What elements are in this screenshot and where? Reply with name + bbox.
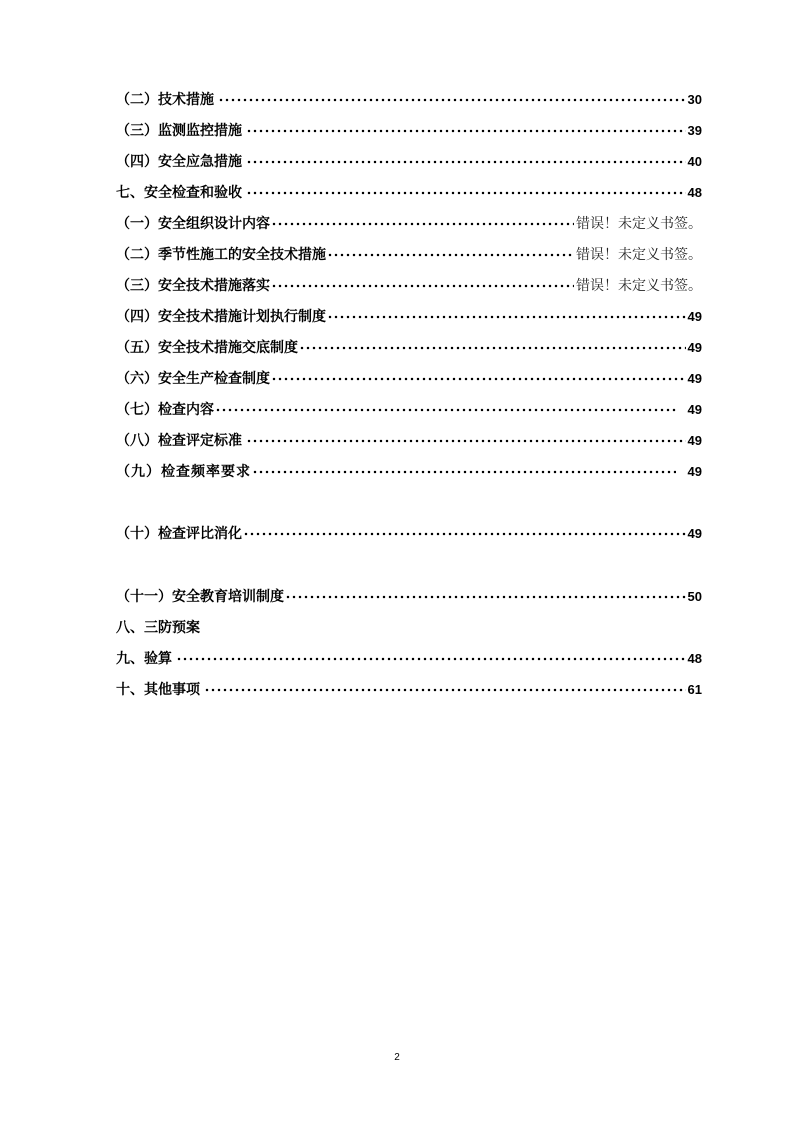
- toc-entry-page: 50: [687, 588, 702, 604]
- toc-entry[interactable]: [116, 87, 702, 111]
- toc-entry[interactable]: [116, 366, 702, 390]
- toc-entry-page: 49: [687, 432, 702, 448]
- toc-entry[interactable]: [116, 118, 702, 142]
- toc-entry-page: 49: [687, 339, 702, 355]
- toc-entry-label: 九、验算: [116, 651, 172, 667]
- toc-entry-label: （一）安全组织设计内容: [116, 216, 270, 232]
- toc-leader-dots: [246, 126, 686, 135]
- toc-leader-dots: [246, 157, 686, 166]
- toc-entry-page: 错误！未定义书签。: [576, 247, 702, 263]
- toc-entry-page: 49: [687, 525, 702, 541]
- toc-leader-dots: [243, 529, 686, 538]
- toc-entry-page: 39: [687, 122, 702, 138]
- toc-entry[interactable]: [116, 273, 702, 297]
- toc-entry-label: （四）安全应急措施: [116, 154, 242, 170]
- toc-entry[interactable]: [116, 584, 702, 608]
- toc-entry[interactable]: [116, 459, 702, 483]
- toc-leader-dots: [246, 436, 686, 445]
- toc-entry-label: （七）检查内容: [116, 402, 214, 418]
- toc-entry-label: （六）安全生产检查制度: [116, 371, 270, 387]
- toc-entry[interactable]: [116, 615, 702, 639]
- toc-entry-label: （四）安全技术措施计划执行制度: [116, 309, 326, 325]
- toc-entry-label: （十）检查评比消化: [116, 526, 242, 542]
- toc-leader-dots: [299, 343, 686, 352]
- toc-entry-label: 八、三防预案: [116, 620, 200, 636]
- toc-entry-label: （九）检查频率要求: [116, 464, 251, 480]
- toc-leader-dots: [252, 467, 676, 476]
- toc-entry-page: 49: [687, 401, 702, 417]
- toc-leader-dots: [285, 592, 686, 601]
- footer-page-number: 2: [394, 1052, 400, 1063]
- toc-entry-label: 十、其他事项: [116, 682, 200, 698]
- toc-leader-dots: [271, 281, 574, 290]
- toc-entry-label: （三）安全技术措施落实: [116, 278, 270, 294]
- toc-entry-label: （十一）安全教育培训制度: [116, 589, 284, 605]
- toc-entry-page: 49: [687, 463, 702, 479]
- toc-entry[interactable]: [116, 646, 702, 670]
- toc-leader-dots: [271, 219, 574, 228]
- toc-leader-dots: [246, 188, 686, 197]
- toc-leader-dots: [327, 250, 574, 259]
- toc-leader-dots: [215, 405, 676, 414]
- toc-entry-label: 七、安全检查和验收: [116, 185, 242, 201]
- toc-leader-dots: [204, 685, 686, 694]
- toc-entry[interactable]: [116, 397, 702, 421]
- toc-entry-page: 49: [687, 308, 702, 324]
- toc-entry[interactable]: [116, 521, 702, 545]
- toc-entry-page: 错误！未定义书签。: [576, 278, 702, 294]
- toc-leader-dots: [327, 312, 686, 321]
- toc-entry-page: 错误！未定义书签。: [576, 216, 702, 232]
- toc-entry[interactable]: [116, 428, 702, 452]
- toc-leader-dots: [176, 654, 686, 663]
- toc-entry[interactable]: [116, 335, 702, 359]
- toc-entry-page: 40: [687, 153, 702, 169]
- toc-leader-dots: [218, 95, 686, 104]
- toc-leader-dots: [271, 374, 686, 383]
- toc-entry[interactable]: [116, 304, 702, 328]
- toc-entry[interactable]: [116, 677, 702, 701]
- toc-entry-label: （八）检查评定标准: [116, 433, 242, 449]
- toc-entry-page: 48: [687, 650, 702, 666]
- toc-entry-page: 49: [687, 370, 702, 386]
- toc-entry-label: （二）季节性施工的安全技术措施: [116, 247, 326, 263]
- toc-entry[interactable]: [116, 149, 702, 173]
- toc-entry[interactable]: [116, 211, 702, 235]
- toc-entry-label: （三）监测监控措施: [116, 123, 242, 139]
- toc-entry-label: （二）技术措施: [116, 92, 214, 108]
- toc-entry[interactable]: [116, 180, 702, 204]
- toc-entry-page: 48: [687, 184, 702, 200]
- toc-entry-label: （五）安全技术措施交底制度: [116, 340, 298, 356]
- toc-entry-page: 30: [687, 91, 702, 107]
- toc-entry-page: 61: [687, 681, 702, 697]
- toc-entry[interactable]: [116, 242, 702, 266]
